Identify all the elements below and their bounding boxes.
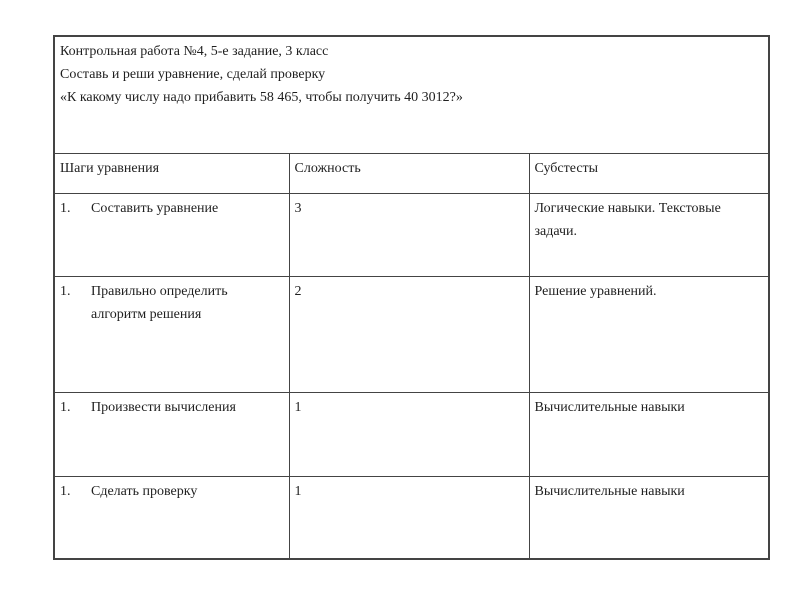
title-line-3: «К какому числу надо прибавить 58 465, чтобы получить 40 3012?» xyxy=(60,90,463,105)
subtests-value: Решение уравнений. xyxy=(529,277,769,393)
step-label: Правильно определить алгоритм решения xyxy=(91,284,228,322)
step-number: 1. xyxy=(60,284,71,299)
table-row xyxy=(54,194,769,277)
step-label: Составить уравнение xyxy=(91,201,219,216)
column-header-steps: Шаги уравнения xyxy=(54,154,289,194)
step-cell xyxy=(60,396,284,419)
subtests-value: Вычислительные навыки xyxy=(529,393,769,477)
step-cell xyxy=(60,197,284,220)
title-line-1: Контрольная работа №4, 5-е задание, 3 класс xyxy=(60,44,329,59)
step-label: Сделать проверку xyxy=(91,484,198,499)
header-row xyxy=(54,154,769,194)
table-row xyxy=(54,393,769,477)
column-header-complexity: Сложность xyxy=(289,154,529,194)
step-number: 1. xyxy=(60,201,71,216)
task-table xyxy=(53,35,770,560)
title-row xyxy=(54,36,769,154)
complexity-value: 2 xyxy=(289,277,529,393)
column-header-subtests: Субстесты xyxy=(529,154,769,194)
subtests-value: Логические навыки. Текстовые задачи. xyxy=(529,194,769,277)
step-number: 1. xyxy=(60,400,71,415)
step-cell xyxy=(60,480,284,503)
complexity-value: 1 xyxy=(289,477,529,560)
table-row xyxy=(54,477,769,560)
subtests-value: Вычислительные навыки xyxy=(529,477,769,560)
step-cell xyxy=(60,280,284,326)
task-table-container xyxy=(53,35,770,560)
complexity-value: 1 xyxy=(289,393,529,477)
table-row xyxy=(54,277,769,393)
step-label: Произвести вычисления xyxy=(91,400,236,415)
title-line-2: Составь и реши уравнение, сделай проверку xyxy=(60,67,326,82)
step-number: 1. xyxy=(60,484,71,499)
complexity-value: 3 xyxy=(289,194,529,277)
document-title xyxy=(54,36,769,154)
